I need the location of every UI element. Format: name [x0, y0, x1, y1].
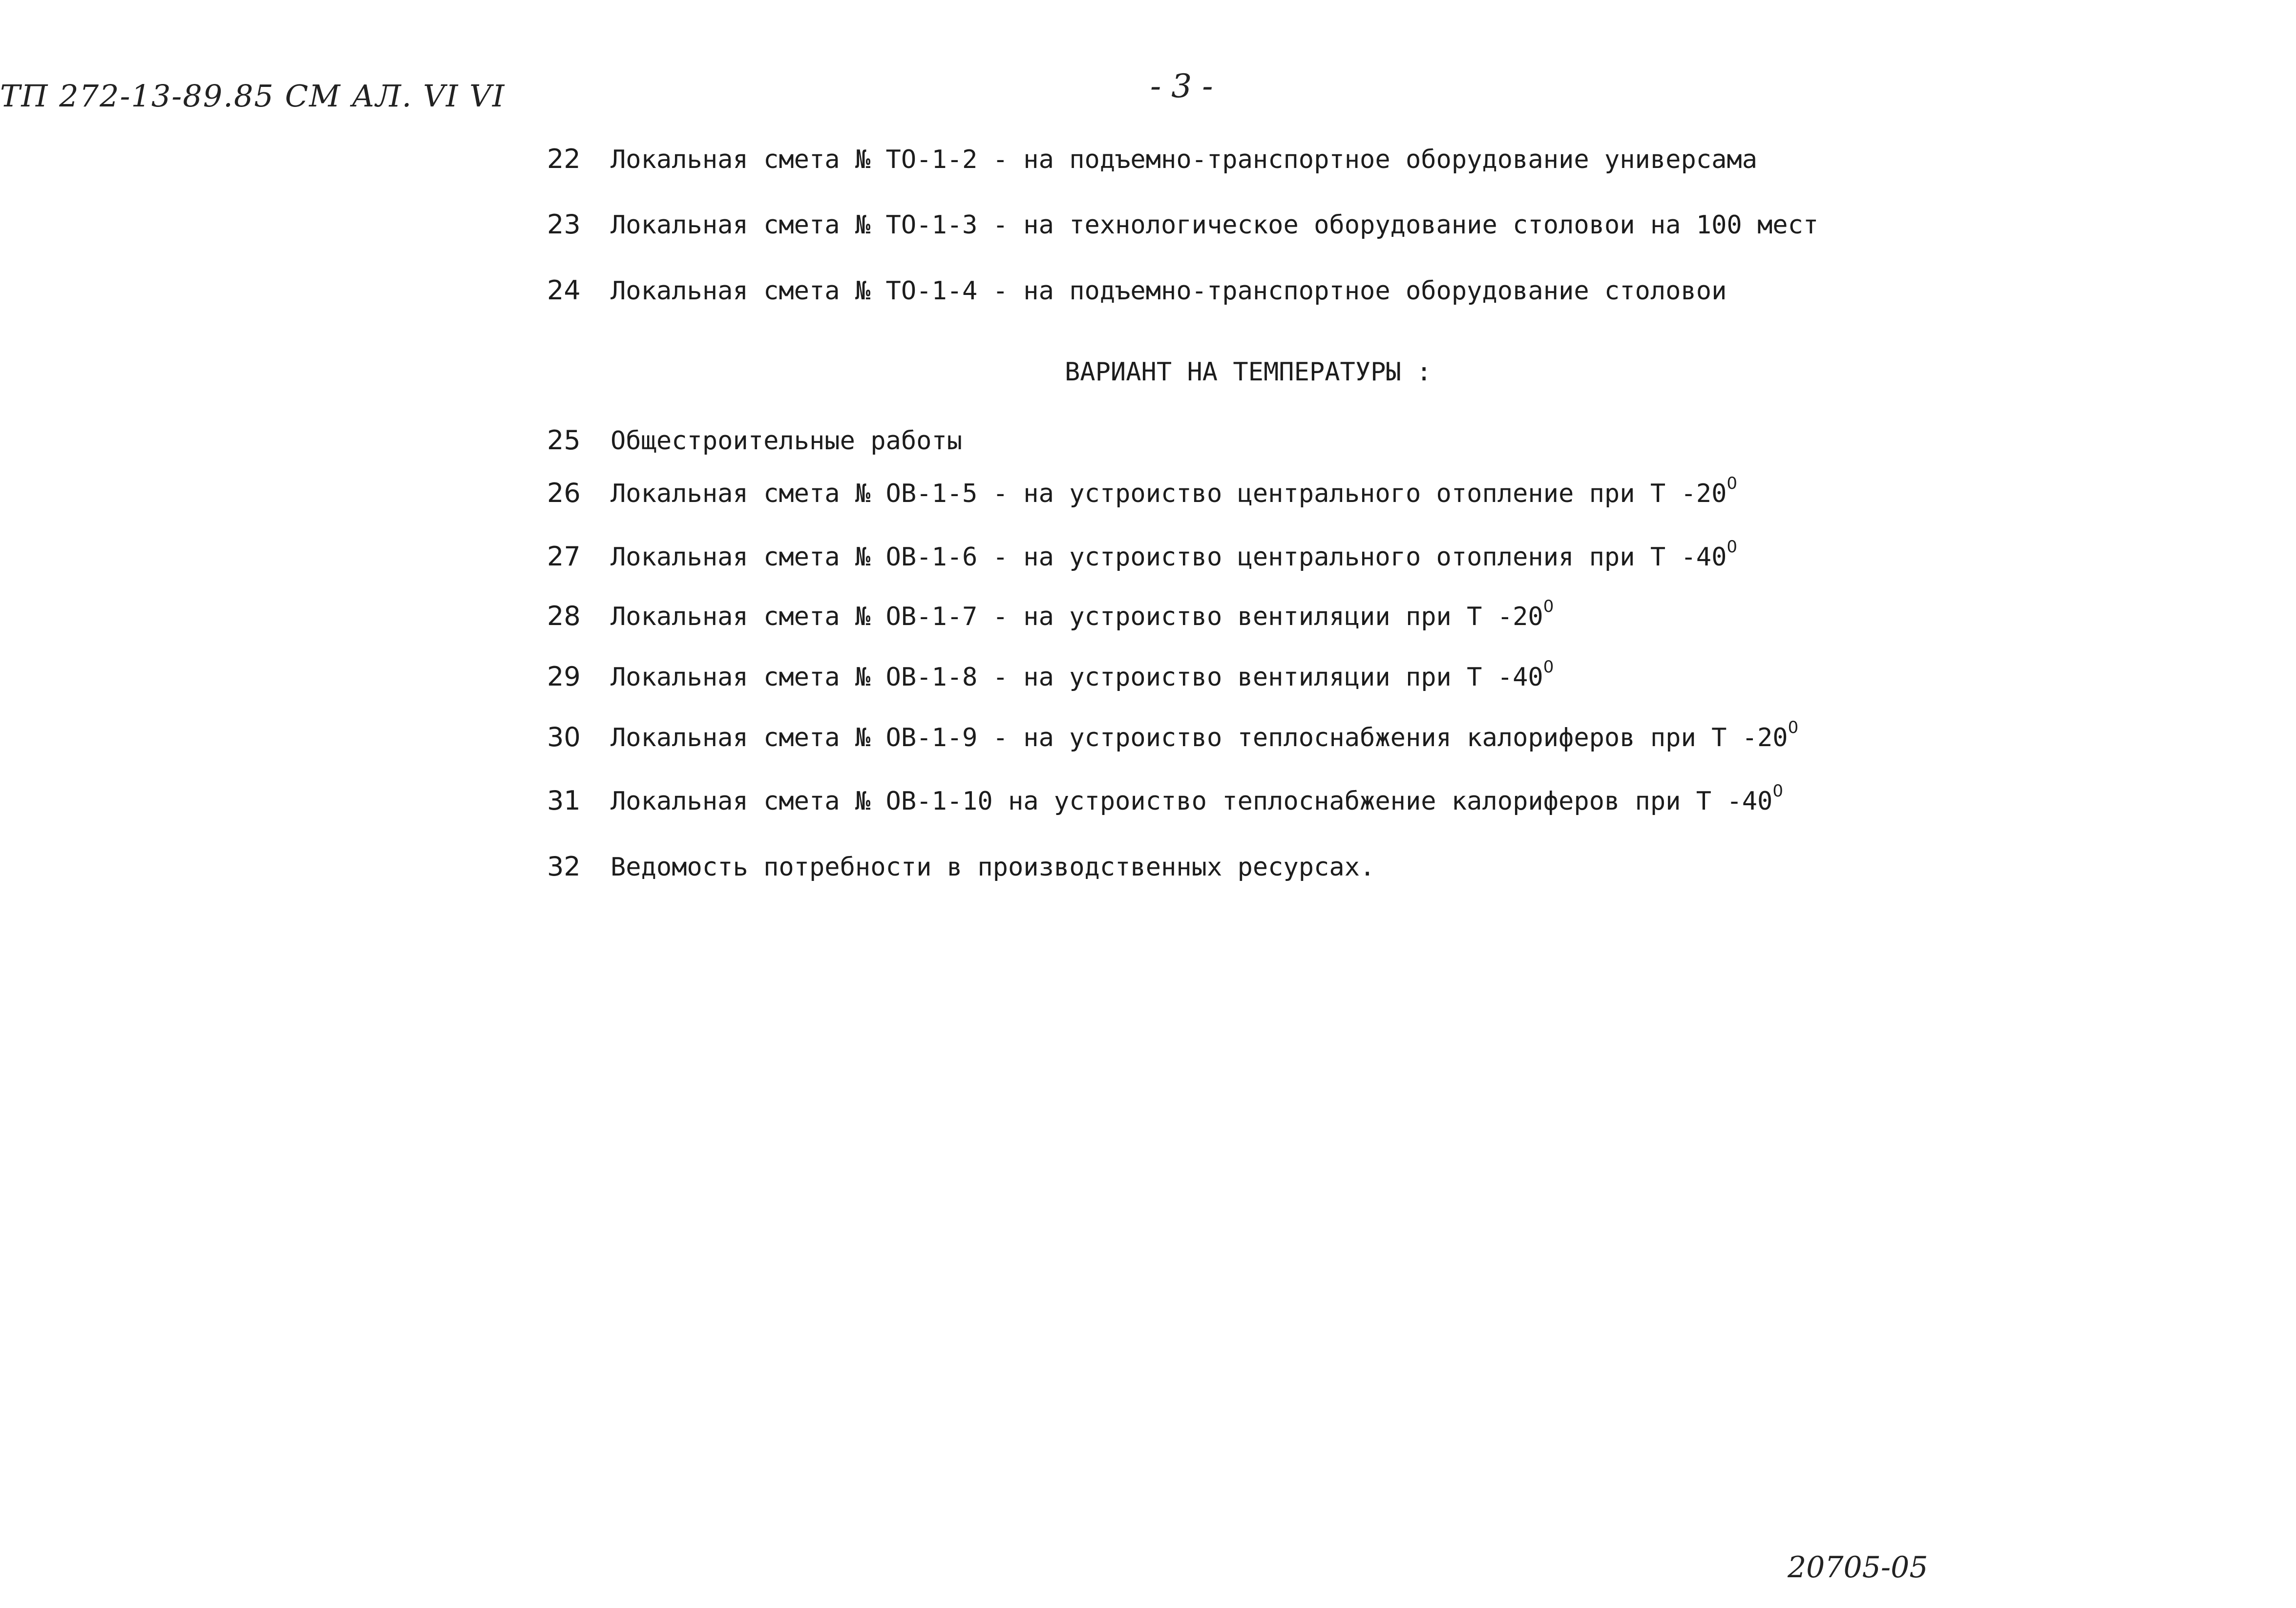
item-number: 28 [547, 601, 581, 631]
list-item [547, 537, 1737, 576]
list-item [547, 847, 1375, 886]
page-number: - 3 - [1150, 67, 1213, 105]
item-text: Локальная смета № ТО-1-2 - на подъемно-транспортное оборудование универсама [611, 145, 1757, 174]
item-text: Локальная смета № ТО-1-4 - на подъемно-транспортное оборудование столовои [611, 276, 1727, 306]
item-text: Локальная смета № ОВ-1-5 - на устроиство центрального отопление при Т -20 [611, 479, 1727, 508]
item-number: 32 [547, 851, 581, 882]
item-text: Локальная смета № ТО-1-3 - на технологическое оборудование столовои на 100 мест [611, 210, 1819, 240]
item-number: 29 [547, 661, 581, 692]
list-item [547, 140, 1757, 179]
item-text: Локальная смета № ОВ-1-7 - на устроиство вентиляции при Т -20 [611, 602, 1543, 631]
item-number: 25 [547, 425, 581, 456]
item-number: 27 [547, 541, 581, 572]
degree-sup: 0 [1727, 474, 1738, 493]
list-item [547, 205, 1818, 244]
degree-sup: 0 [1543, 657, 1554, 677]
item-text: Ведомость потребности в производственных ресурсах. [611, 853, 1375, 882]
degree-sup: 0 [1727, 537, 1738, 557]
item-text: Общестроительные работы [611, 426, 963, 456]
degree-sup: 0 [1772, 781, 1783, 801]
item-text: Локальная смета № ОВ-1-6 - на устроиство центрального отопления при Т -40 [611, 543, 1727, 572]
item-text: Локальная смета № ОВ-1-9 - на устроиство теплоснабжения калориферов при Т -20 [611, 723, 1788, 752]
item-number: 22 [547, 144, 581, 174]
list-item [547, 474, 1737, 513]
item-number: 30 [547, 722, 581, 752]
list-item [547, 781, 1783, 820]
degree-sup: 0 [1543, 597, 1554, 616]
list-item [547, 597, 1554, 636]
archive-number: 20705-05 [1788, 1550, 1928, 1585]
list-item [547, 271, 1727, 310]
list-item [547, 657, 1554, 696]
degree-sup: 0 [1788, 718, 1799, 737]
item-text: Локальная смета № ОВ-1-8 - на устроиство вентиляции при Т -40 [611, 663, 1543, 692]
list-item [547, 718, 1798, 757]
section-heading: ВАРИАНТ НА ТЕМПЕРАТУРЫ : [1065, 357, 1432, 387]
list-item [547, 421, 962, 460]
item-number: 26 [547, 478, 581, 508]
item-number: 24 [547, 275, 581, 306]
item-text: Локальная смета № ОВ-1-10 на устроиство теплоснабжение калориферов при Т -40 [611, 787, 1773, 816]
document-code: ТП 272-13-89.85 СМ АЛ. VI VI [0, 78, 506, 114]
item-number: 31 [547, 785, 581, 816]
item-number: 23 [547, 209, 581, 240]
